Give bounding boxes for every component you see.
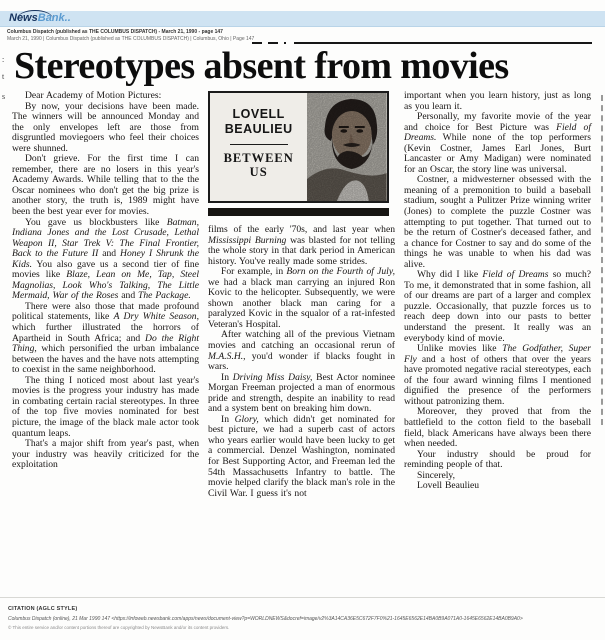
column-3 (404, 91, 591, 499)
column-2 (208, 91, 395, 499)
source-line-1: Columbus Dispatch (published as THE COLUMBUS DISPATCH) - March 21, 1990 - page 147 (7, 29, 223, 35)
article-paragraph: Moreover, they proved that from the battlefield to the cotton field to the baseball field, black Americans have always been there when needed. (404, 406, 591, 450)
byline-photo-box (208, 91, 389, 203)
portrait-photo (307, 93, 387, 201)
article-paragraph: Your industry should be proud for reminding people of that. (404, 448, 591, 471)
source-line-2: March 21, 1990 | Columbus Dispatch (published as THE COLUMBUS DISPATCH) | Columbus, Ohio | Page 147 (7, 36, 255, 42)
column-2-text (208, 225, 395, 499)
section-divider-bar (208, 208, 389, 216)
article-paragraph: For example, in Born on the Fourth of July, we had a black man carrying an injured Ron Kovic to the helicopter. Subsequently, we were shown another black man caring for a paralyzed Kovic in the squalor of a rat-infested Veteran's Hospital. (208, 266, 395, 330)
article-paragraph: That's a major shift from year's past, when your industry was heavily criticized for the exploitation (12, 438, 199, 471)
article-paragraph: Sincerely, (417, 469, 456, 481)
scan-artifact: t (2, 72, 5, 81)
article-paragraph: The thing I noticed most about last year's movies is the progress your industry has made in combating certain racial stereotypes. In three of the top five movies nominated for best picture, the image of the black male actor took quantum leaps. (12, 374, 199, 439)
article-paragraph: By now, your decisions have been made. The winners will be announced Monday and the only envelopes left are those from disgruntled moviegoers who feel their choices were shunned. (12, 100, 199, 154)
logo-text-bank: Bank.. (37, 12, 71, 24)
scan-artifact-edge (601, 95, 603, 425)
column-title-line1: BETWEEN (223, 151, 294, 165)
source-metadata (7, 29, 254, 43)
article-paragraph: After watching all of the previous Vietnam movies and catching an occasional rerun of M.A.S.H., you'd wonder if blacks fought in wars. (208, 329, 395, 373)
citation-footer (8, 606, 600, 630)
article-paragraph: Personally, my favorite movie of the year and choice for Best Picture was Field of Dreams. While none of the top performers (Kevin Costner, James Earl Jones, Burt Lancaster or Amy Madigan) were nominated for an Oscar, the story line was universal. (404, 111, 591, 175)
article-paragraph: Unlike movies like The Godfather, Super Fly and a host of others that over the years have promoted negative racial stereotypes, each of the four award winning films I mentioned dignified the presence of the performers without patronizing them. (404, 343, 591, 407)
byline-text-panel (210, 93, 307, 201)
article-headline: Stereotypes absent from movies (14, 45, 509, 87)
author-name-line2: BEAULIEU (224, 122, 293, 136)
copyright-notice: © This entire service and/or content portions thereof are copyrighted by NewsBank and/or its content providers. (8, 625, 230, 630)
article-paragraph: important when you learn history, just as long as you learn it. (404, 90, 591, 112)
newsbank-header-bar (0, 11, 605, 27)
article-paragraph: In Glory, which didn't get nominated for best picture, we had a superb cast of actors who years earlier would have been lucky to get a commercial. Denzel Washington, nominated for Best Supporting Actor, and Freeman led the 54th Massachusetts Infantry to battle. The movie helped clarify the black man's role in the Civil War. I guess it's not (208, 413, 396, 499)
article-paragraph: Lovell Beaulieu (417, 480, 480, 492)
newsbank-logo (9, 12, 71, 24)
scan-artifact: s (2, 92, 6, 101)
column-1 (12, 91, 199, 499)
article-paragraph: You gave us blockbusters like Batman, Indiana Jones and the Lost Crusade, Lethal Weapon II, Star Trek V: The Final Frontier, Back to the Future II and Honey I Shrunk the Kids. You also gave us a second tier of fine movies like Blaze, Lean on Me, Tap, Steel Magnolias, Look Who's Talking, The Little Mermaid, War of the Roses and The Package. (12, 216, 199, 302)
article-paragraph: Why did I like Field of Dreams so much? To me, it demonstrated that in some fashion, all of our dreams are part of a larger and complex puzzle. Occasionally, that puzzle forces us to reach deep down into our pasts to better understand the present. It really was an everybody kind of movie. (404, 269, 592, 344)
article-paragraph: films of the early '70s, and last year when Mississippi Burning was blasted for not telling the whole story in that dark period in American history. You've really made some strides. (208, 224, 396, 267)
citation-label: CITATION (AGLC STYLE) (8, 606, 78, 612)
footer-divider (0, 597, 605, 598)
article-paragraph: In Driving Miss Daisy, Best Actor nominee Morgan Freeman projected a man of enormous pride and strength, despite an inability to read and a system bent on breaking him down. (208, 371, 395, 415)
author-name-line1: LOVELL (232, 107, 285, 121)
byline-divider (230, 144, 288, 145)
citation-text: Columbus Dispatch (online), 21 Mar 1990 147 <https://infoweb.newsbank.com/apps/news/document-view?p=WORLDNEWS&docref=image/v2%3A14CA36E5C672F7F0%21-1645E6562E14BA0B9A071A0-1645E6562E14BA0B9A0> (8, 616, 523, 622)
logo-text-news: News (9, 12, 38, 24)
article-paragraph: Dear Academy of Motion Pictures: (25, 90, 162, 101)
article-paragraph: Costner, a midwesterner obsessed with the meaning of a premonition to build a baseball stadium, sought a Pulitzer Prize winning writer (Jones) to complete the puzzle Costner was attempting to put together. That turned out to be the return of Costner's deceased father, and a chance for Costner to say and do some of the things he was unable to when his dad was alive. (404, 174, 591, 270)
column-title-line2: US (249, 165, 268, 179)
article-paragraph: Don't grieve. For the first time I can remember, there are no losers in this year's Academy Awards. While telling that to the the Oscar nominees who don't get the big prize is another story, the truth is, 1989 might have been the best year ever for movies. (12, 153, 199, 218)
scan-artifact: : (2, 55, 5, 64)
article-paragraph: There were also those that made profound political statements, like A Dry White Season, which further illustrated the horrors of Apartheid in South Africa; and Do the Right Thing, which personified the urban imbalance between the haves and the have nots attempting to coexist in the same neighborhood. (12, 300, 199, 376)
article-body (12, 91, 593, 499)
